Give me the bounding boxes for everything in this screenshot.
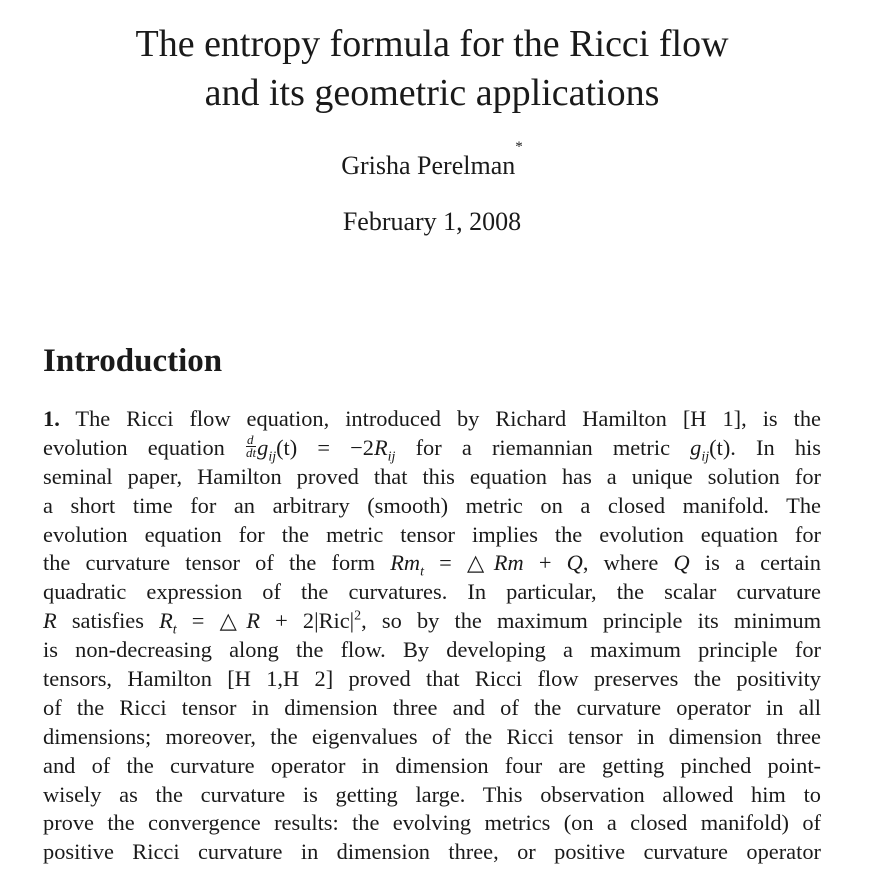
paragraph-1 xyxy=(43,405,821,867)
text-line: evolution equation for the metric tensor implies the evolution equation for xyxy=(43,521,821,547)
text-line: dimensions; moreover, the eigenvalues of the Ricci tensor in dimension three xyxy=(43,723,821,749)
text-line: and of the curvature operator in dimension four are getting pinched point- xyxy=(43,752,821,778)
paper-title-line-1: The entropy formula for the Ricci flow xyxy=(135,23,729,65)
paragraph-number: 1. xyxy=(43,406,60,431)
text-line: seminal paper, Hamilton proved that this equation has a unique solution for xyxy=(43,463,821,489)
text-line: tensors, Hamilton [H 1,H 2] proved that Ricci flow preserves the positivity xyxy=(43,666,821,692)
text-line: positive Ricci curvature in dimension three, or positive curvature operator xyxy=(43,839,821,865)
author-footnote-mark[interactable]: * xyxy=(515,139,523,155)
derivative-fraction: $\frac{d}{dt}$ xyxy=(245,432,257,461)
author-name: Grisha Perelman xyxy=(341,151,516,180)
text-line: is non-decreasing along the flow. By developing a maximum principle for xyxy=(43,637,821,663)
text-line: R satisfies $R_t$ = △R + $2|Ric|^2$, so by the maximum principle its minimum xyxy=(43,608,821,638)
text-line: quadratic expression of the curvatures. In particular, the scalar curvature xyxy=(43,579,821,605)
text-line: 1. The Ricci flow equation, introduced by Richard Hamilton [H 1], is the xyxy=(43,406,821,431)
publication-date: February 1, 2008 xyxy=(342,207,522,236)
text-line: the curvature tensor of the form $Rm_t$ = △Rm + Q, where Q is a certain xyxy=(43,550,821,580)
text-line: evolution equation $\frac{d}{dt}$ $g_{ij}(t) = -2R_{ij}$ for a riemannian metric $g_{ij}(t)$. In his xyxy=(43,432,821,465)
paper-title-line-2: and its geometric applications xyxy=(204,72,660,114)
text-line: prove the convergence results: the evolving metrics (on a closed manifold) of xyxy=(43,810,821,836)
text-line: a short time for an arbitrary (smooth) metric on a closed manifold. The xyxy=(43,492,821,518)
author xyxy=(0,139,878,183)
section-heading: Introduction xyxy=(43,343,223,379)
text-line: of the Ricci tensor in dimension three and of the curvature operator in all xyxy=(43,694,821,720)
text-line: wisely as the curvature is getting large. This observation allowed him to xyxy=(43,781,821,807)
